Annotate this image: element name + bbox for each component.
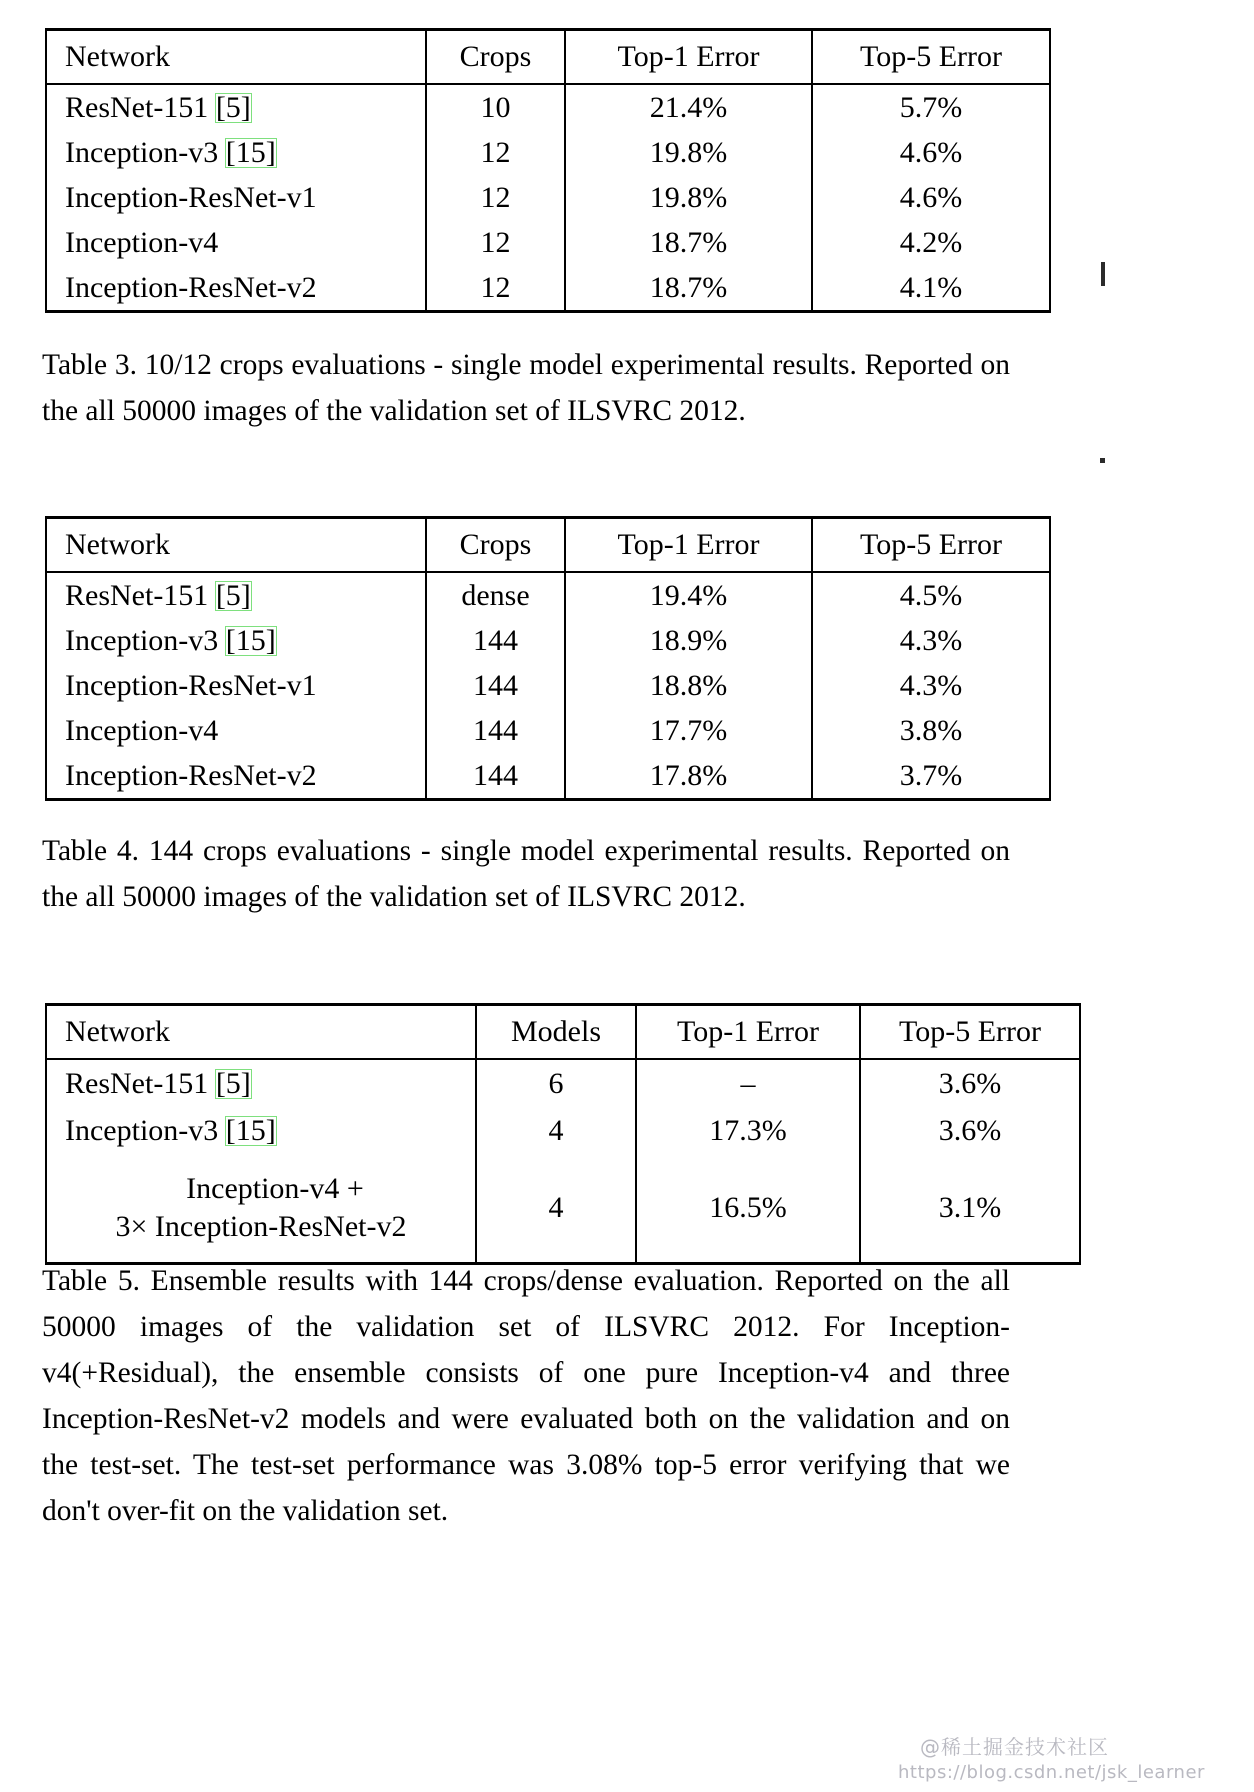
cell-top1: 18.9% (565, 618, 812, 663)
table-row (46, 1059, 1080, 1107)
table-5-container (45, 1003, 1081, 1265)
cell-top1: 17.7% (565, 708, 812, 753)
cell-top5: 3.6% (860, 1059, 1080, 1107)
table-row (46, 708, 1050, 753)
cell-network (46, 1059, 476, 1107)
cell-models: 4 (476, 1107, 636, 1154)
table-4 (45, 516, 1051, 801)
cell-top1: – (636, 1059, 860, 1107)
citation-link[interactable]: [5] (215, 90, 251, 124)
network-name: ResNet-151 (65, 578, 209, 612)
citation-link[interactable]: [5] (215, 1066, 251, 1100)
column-header-network: Network (46, 1005, 476, 1060)
column-header-network: Network (46, 30, 426, 85)
table-row (46, 265, 1050, 312)
cell-network (46, 572, 426, 618)
cell-crops: 144 (426, 618, 565, 663)
cell-top1: 16.5% (636, 1154, 860, 1264)
cell-network-multiline (46, 1154, 476, 1264)
column-header-top5: Top-5 Error (860, 1005, 1080, 1060)
scan-artifact-dot (1100, 458, 1105, 463)
column-header-top1: Top-1 Error (636, 1005, 860, 1060)
network-name-line1: Inception-v4 + (186, 1171, 364, 1205)
column-header-network: Network (46, 518, 426, 573)
cell-network (46, 1107, 476, 1154)
table-4-caption: Table 4. 144 crops evaluations - single model experimental results. Reported on the all 50000 images of the validation set of ILSVRC 2012. (42, 835, 1010, 913)
table-5-caption: Table 5. Ensemble results with 144 crops/dense evaluation. Reported on the all 50000 images of the validation set of ILSVRC 2012. For Inception-v4(+Residual), the ensemble consists of one pure Inception-v4 and three Inception-ResNet-v2 models and were evaluated both on the validation and on the test-set. The test-set performance was 3.08% top-5 error verifying that we don't over-fit on the validation set. (42, 1265, 1010, 1527)
table-3-container (45, 28, 1051, 313)
cell-crops: 12 (426, 175, 565, 220)
citation-link[interactable]: [15] (225, 135, 276, 169)
cell-network: Inception-v4 (46, 708, 426, 753)
cell-crops: 12 (426, 265, 565, 312)
table-5 (45, 1003, 1081, 1265)
column-header-top5: Top-5 Error (812, 30, 1050, 85)
column-header-crops: Crops (426, 30, 565, 85)
table-row (46, 220, 1050, 265)
cell-top5: 4.6% (812, 175, 1050, 220)
column-header-top5: Top-5 Error (812, 518, 1050, 573)
column-header-models: Models (476, 1005, 636, 1060)
cell-top5: 4.3% (812, 618, 1050, 663)
cell-network: Inception-v4 (46, 220, 426, 265)
table-3-caption: Table 3. 10/12 crops evaluations - single model experimental results. Reported on the all 50000 images of the validation set of ILSVRC 2012. (42, 349, 1010, 427)
cell-models: 4 (476, 1154, 636, 1264)
cell-top5: 3.8% (812, 708, 1050, 753)
cell-top5: 4.2% (812, 220, 1050, 265)
scan-artifact-mark (1101, 262, 1105, 286)
network-name: ResNet-151 (65, 1066, 209, 1100)
column-header-top1: Top-1 Error (565, 518, 812, 573)
cell-network (46, 618, 426, 663)
cell-top1: 17.3% (636, 1107, 860, 1154)
cell-crops: dense (426, 572, 565, 618)
cell-top1: 17.8% (565, 753, 812, 800)
table-4-container (45, 516, 1051, 801)
cell-models: 6 (476, 1059, 636, 1107)
network-name-line2: 3× Inception-ResNet-v2 (115, 1210, 407, 1243)
watermark-community: @稀土掘金技术社区 (920, 1735, 1109, 1759)
table-row (46, 1005, 1080, 1060)
network-name: Inception-v3 (65, 1113, 219, 1147)
table-row (46, 1154, 1080, 1264)
cell-top1: 18.7% (565, 265, 812, 312)
cell-top5: 4.5% (812, 572, 1050, 618)
column-header-top1: Top-1 Error (565, 30, 812, 85)
cell-network: Inception-ResNet-v1 (46, 175, 426, 220)
cell-top1: 19.8% (565, 130, 812, 175)
cell-top5: 4.1% (812, 265, 1050, 312)
network-name: Inception-v3 (65, 623, 219, 657)
cell-network (46, 130, 426, 175)
cell-top1: 19.4% (565, 572, 812, 618)
cell-crops: 144 (426, 663, 565, 708)
column-header-crops: Crops (426, 518, 565, 573)
table-row (46, 618, 1050, 663)
table-row (46, 84, 1050, 130)
citation-link[interactable]: [15] (225, 1113, 276, 1147)
table-3 (45, 28, 1051, 313)
table-row (46, 30, 1050, 85)
cell-top5: 3.6% (860, 1107, 1080, 1154)
table-row (46, 663, 1050, 708)
cell-network: Inception-ResNet-v2 (46, 265, 426, 312)
cell-top5: 4.6% (812, 130, 1050, 175)
cell-crops: 12 (426, 220, 565, 265)
cell-crops: 12 (426, 130, 565, 175)
table-row (46, 518, 1050, 573)
cell-top5: 3.7% (812, 753, 1050, 800)
cell-crops: 144 (426, 753, 565, 800)
citation-link[interactable]: [15] (225, 623, 276, 657)
network-name: Inception-v3 (65, 135, 219, 169)
cell-crops: 10 (426, 84, 565, 130)
table-row (46, 753, 1050, 800)
network-name: ResNet-151 (65, 90, 209, 124)
cell-network: Inception-ResNet-v2 (46, 753, 426, 800)
watermark-url: https://blog.csdn.net/jsk_learner (898, 1762, 1205, 1783)
cell-top1: 19.8% (565, 175, 812, 220)
citation-link[interactable]: [5] (215, 578, 251, 612)
cell-top1: 21.4% (565, 84, 812, 130)
cell-top5: 3.1% (860, 1154, 1080, 1264)
table-row (46, 1107, 1080, 1154)
cell-network (46, 84, 426, 130)
cell-top1: 18.7% (565, 220, 812, 265)
cell-top5: 4.3% (812, 663, 1050, 708)
cell-network: Inception-ResNet-v1 (46, 663, 426, 708)
cell-crops: 144 (426, 708, 565, 753)
cell-top5: 5.7% (812, 84, 1050, 130)
table-row (46, 175, 1050, 220)
table-row (46, 572, 1050, 618)
cell-top1: 18.8% (565, 663, 812, 708)
table-row (46, 130, 1050, 175)
